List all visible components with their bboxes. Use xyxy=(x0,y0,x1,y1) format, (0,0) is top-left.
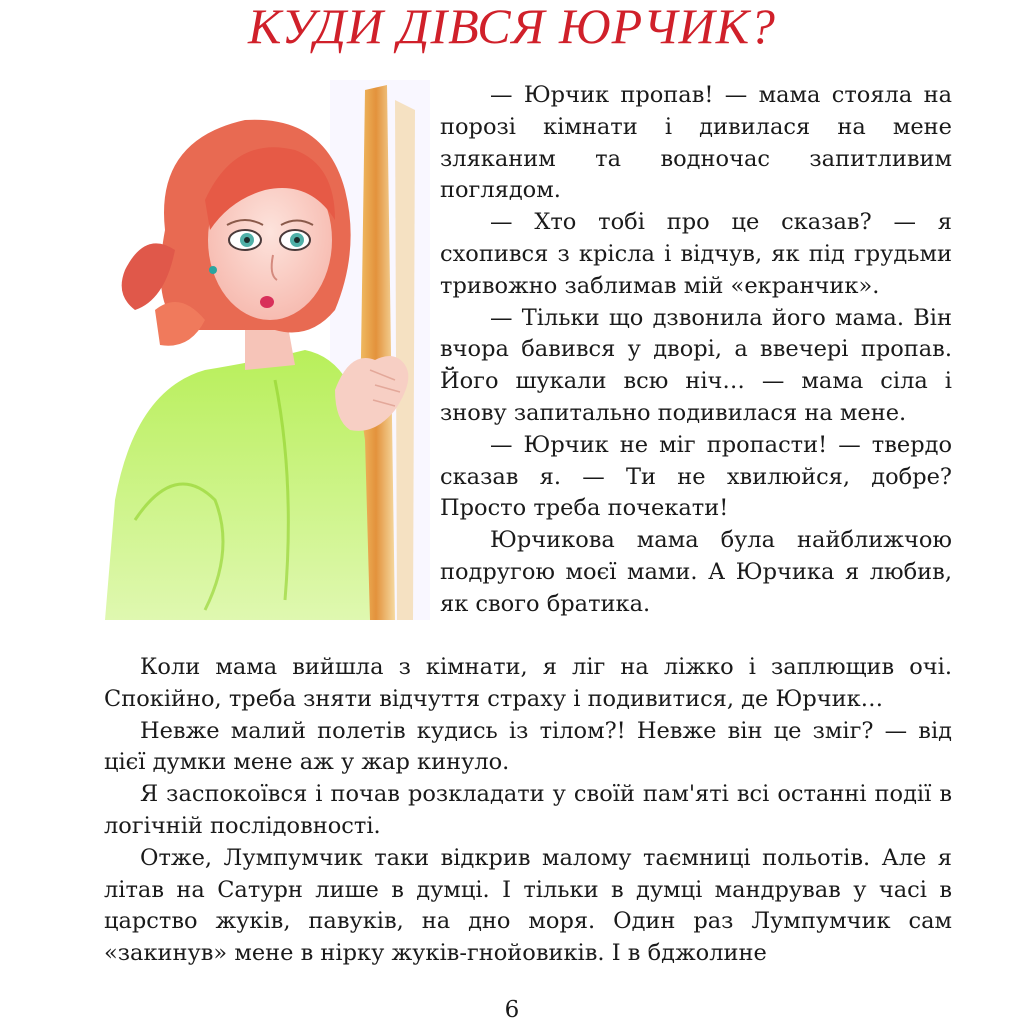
paragraph: — Тільки що дзвонила його мама. Він вчора бавився у дворі, а ввечері пропав. Його шукали всю ніч… — мама сіла і знову запитально подивилася на мене. xyxy=(440,304,952,426)
paragraph: — Юрчик не міг пропасти! — твердо сказав я. — Ти не хвилюйся, добре? Просто треба почекати! xyxy=(440,431,952,522)
green-dress xyxy=(105,350,370,620)
mouth xyxy=(260,296,274,308)
paragraph: — Юрчик пропав! — мама стояла на порозі кімнати і дивилася на мене зляканим та водночас запитливим поглядом. xyxy=(440,82,952,204)
text-column-right xyxy=(440,80,952,621)
paragraph: Юрчикова мама була найближчою подругою моєї мами. А Юрчика я любив, як свого братика. xyxy=(440,527,952,617)
paragraph: — Хто тобі про це сказав? — я схопився з крісла і відчув, як під грудьми тривожно заблимав мій «екранчик». xyxy=(440,209,952,299)
paragraph: Невже малий полетів кудись із тілом?! Невже він це зміг? — від цієї думки мене аж у жар кинуло. xyxy=(104,717,952,776)
woman-at-door-illustration xyxy=(95,80,430,620)
paragraph: Коли мама вийшла з кімнати, я ліг на ліжко і заплющив очі. Спокійно, треба зняти відчуття страху і подивитися, де Юрчик… xyxy=(104,654,952,712)
text-column-full xyxy=(104,652,952,970)
page-number: 6 xyxy=(504,997,520,1023)
paragraph: Я заспокоївся і почав розкладати у своїй пам'яті всі останні події в логічній послідовності. xyxy=(104,781,952,839)
chapter-title: КУДИ ДІВСЯ ЮРЧИК? xyxy=(248,0,776,54)
paragraph: Отже, Лумпумчик таки відкрив малому таємниці польотів. Але я літав на Сатурн лише в думці. І тільки в думці мандрував у часі в царство жуків, павуків, на дно моря. Один раз Лумпумчик сам «закинув» мене в нірку жуків-гнойовиків. І в бджолине xyxy=(104,844,952,967)
